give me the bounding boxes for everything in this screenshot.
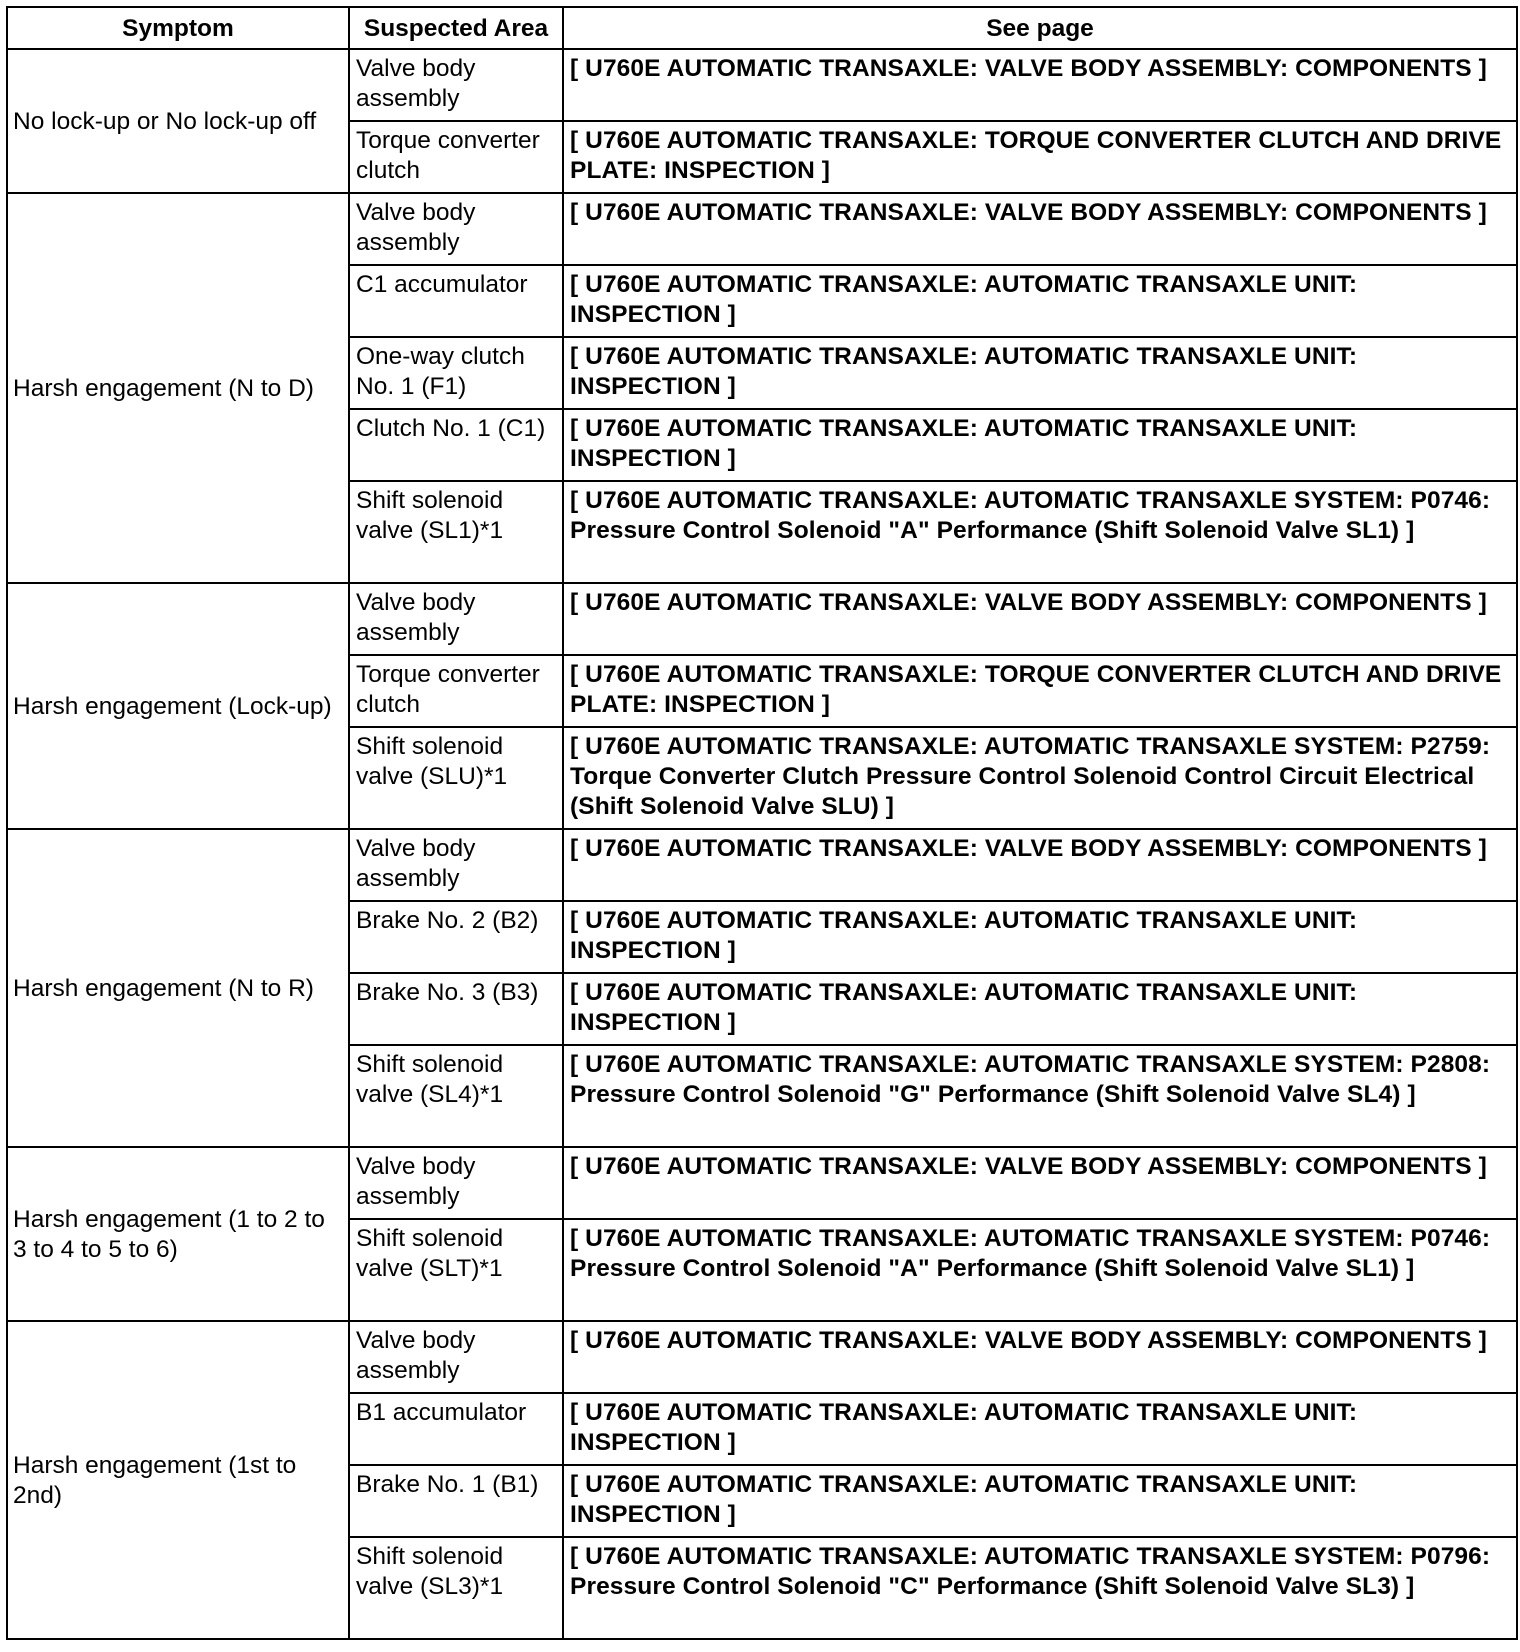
table-row — [7, 1321, 1517, 1393]
see-page-link[interactable]: [ U760E AUTOMATIC TRANSAXLE: AUTOMATIC TRANSAXLE UNIT: INSPECTION ] — [563, 1465, 1517, 1537]
suspected-area-cell: Valve body assembly — [349, 829, 563, 901]
suspected-area-cell: Shift solenoid valve (SL3)*1 — [349, 1537, 563, 1639]
see-page-link[interactable]: [ U760E AUTOMATIC TRANSAXLE: AUTOMATIC TRANSAXLE UNIT: INSPECTION ] — [563, 265, 1517, 337]
suspected-area-cell: Valve body assembly — [349, 1321, 563, 1393]
header-suspected-area: Suspected Area — [349, 7, 563, 49]
suspected-area-cell: Shift solenoid valve (SLU)*1 — [349, 727, 563, 829]
see-page-link[interactable]: [ U760E AUTOMATIC TRANSAXLE: AUTOMATIC TRANSAXLE UNIT: INSPECTION ] — [563, 409, 1517, 481]
suspected-area-cell: Clutch No. 1 (C1) — [349, 409, 563, 481]
see-page-link[interactable]: [ U760E AUTOMATIC TRANSAXLE: AUTOMATIC TRANSAXLE SYSTEM: P2759: Torque Converter Clutch Pressure Control Solenoid Control Circuit Electrical (Shift Solenoid Valve SLU) ] — [563, 727, 1517, 829]
table-row — [7, 583, 1517, 655]
table-row — [7, 193, 1517, 265]
see-page-link[interactable]: [ U760E AUTOMATIC TRANSAXLE: VALVE BODY ASSEMBLY: COMPONENTS ] — [563, 1147, 1517, 1219]
suspected-area-cell: C1 accumulator — [349, 265, 563, 337]
header-symptom: Symptom — [7, 7, 349, 49]
see-page-link[interactable]: [ U760E AUTOMATIC TRANSAXLE: VALVE BODY ASSEMBLY: COMPONENTS ] — [563, 1321, 1517, 1393]
suspected-area-cell: Valve body assembly — [349, 49, 563, 121]
suspected-area-cell: Shift solenoid valve (SL4)*1 — [349, 1045, 563, 1147]
header-row — [7, 7, 1517, 49]
see-page-link[interactable]: [ U760E AUTOMATIC TRANSAXLE: AUTOMATIC TRANSAXLE UNIT: INSPECTION ] — [563, 973, 1517, 1045]
suspected-area-cell: Brake No. 3 (B3) — [349, 973, 563, 1045]
symptom-cell: Harsh engagement (1st to 2nd) — [7, 1321, 349, 1639]
see-page-link[interactable]: [ U760E AUTOMATIC TRANSAXLE: AUTOMATIC TRANSAXLE UNIT: INSPECTION ] — [563, 337, 1517, 409]
table-row — [7, 829, 1517, 901]
symptom-cell: Harsh engagement (1 to 2 to 3 to 4 to 5 to 6) — [7, 1147, 349, 1321]
table-body — [7, 49, 1517, 1639]
see-page-link[interactable]: [ U760E AUTOMATIC TRANSAXLE: VALVE BODY ASSEMBLY: COMPONENTS ] — [563, 193, 1517, 265]
see-page-link[interactable]: [ U760E AUTOMATIC TRANSAXLE: AUTOMATIC TRANSAXLE SYSTEM: P0796: Pressure Control Solenoid "C" Performance (Shift Solenoid Valve SL3) ] — [563, 1537, 1517, 1639]
see-page-link[interactable]: [ U760E AUTOMATIC TRANSAXLE: AUTOMATIC TRANSAXLE UNIT: INSPECTION ] — [563, 901, 1517, 973]
table-row — [7, 49, 1517, 121]
see-page-link[interactable]: [ U760E AUTOMATIC TRANSAXLE: VALVE BODY ASSEMBLY: COMPONENTS ] — [563, 829, 1517, 901]
suspected-area-cell: Valve body assembly — [349, 1147, 563, 1219]
see-page-link[interactable]: [ U760E AUTOMATIC TRANSAXLE: AUTOMATIC TRANSAXLE SYSTEM: P2808: Pressure Control Solenoid "G" Performance (Shift Solenoid Valve SL4) ] — [563, 1045, 1517, 1147]
suspected-area-cell: Brake No. 2 (B2) — [349, 901, 563, 973]
suspected-area-cell: Brake No. 1 (B1) — [349, 1465, 563, 1537]
suspected-area-cell: Valve body assembly — [349, 193, 563, 265]
header-see-page: See page — [563, 7, 1517, 49]
symptom-table — [6, 6, 1518, 1640]
symptom-cell: No lock-up or No lock-up off — [7, 49, 349, 193]
see-page-link[interactable]: [ U760E AUTOMATIC TRANSAXLE: AUTOMATIC TRANSAXLE SYSTEM: P0746: Pressure Control Solenoid "A" Performance (Shift Solenoid Valve SL1) ] — [563, 1219, 1517, 1321]
symptom-cell: Harsh engagement (Lock-up) — [7, 583, 349, 829]
suspected-area-cell: Shift solenoid valve (SLT)*1 — [349, 1219, 563, 1321]
suspected-area-cell: Shift solenoid valve (SL1)*1 — [349, 481, 563, 583]
table-row — [7, 1147, 1517, 1219]
see-page-link[interactable]: [ U760E AUTOMATIC TRANSAXLE: TORQUE CONVERTER CLUTCH AND DRIVE PLATE: INSPECTION ] — [563, 655, 1517, 727]
symptom-cell: Harsh engagement (N to D) — [7, 193, 349, 583]
suspected-area-cell: B1 accumulator — [349, 1393, 563, 1465]
suspected-area-cell: Torque converter clutch — [349, 121, 563, 193]
symptom-cell: Harsh engagement (N to R) — [7, 829, 349, 1147]
suspected-area-cell: Valve body assembly — [349, 583, 563, 655]
see-page-link[interactable]: [ U760E AUTOMATIC TRANSAXLE: AUTOMATIC TRANSAXLE SYSTEM: P0746: Pressure Control Solenoid "A" Performance (Shift Solenoid Valve SL1) ] — [563, 481, 1517, 583]
see-page-link[interactable]: [ U760E AUTOMATIC TRANSAXLE: VALVE BODY ASSEMBLY: COMPONENTS ] — [563, 49, 1517, 121]
see-page-link[interactable]: [ U760E AUTOMATIC TRANSAXLE: VALVE BODY ASSEMBLY: COMPONENTS ] — [563, 583, 1517, 655]
see-page-link[interactable]: [ U760E AUTOMATIC TRANSAXLE: TORQUE CONVERTER CLUTCH AND DRIVE PLATE: INSPECTION ] — [563, 121, 1517, 193]
see-page-link[interactable]: [ U760E AUTOMATIC TRANSAXLE: AUTOMATIC TRANSAXLE UNIT: INSPECTION ] — [563, 1393, 1517, 1465]
suspected-area-cell: One-way clutch No. 1 (F1) — [349, 337, 563, 409]
suspected-area-cell: Torque converter clutch — [349, 655, 563, 727]
